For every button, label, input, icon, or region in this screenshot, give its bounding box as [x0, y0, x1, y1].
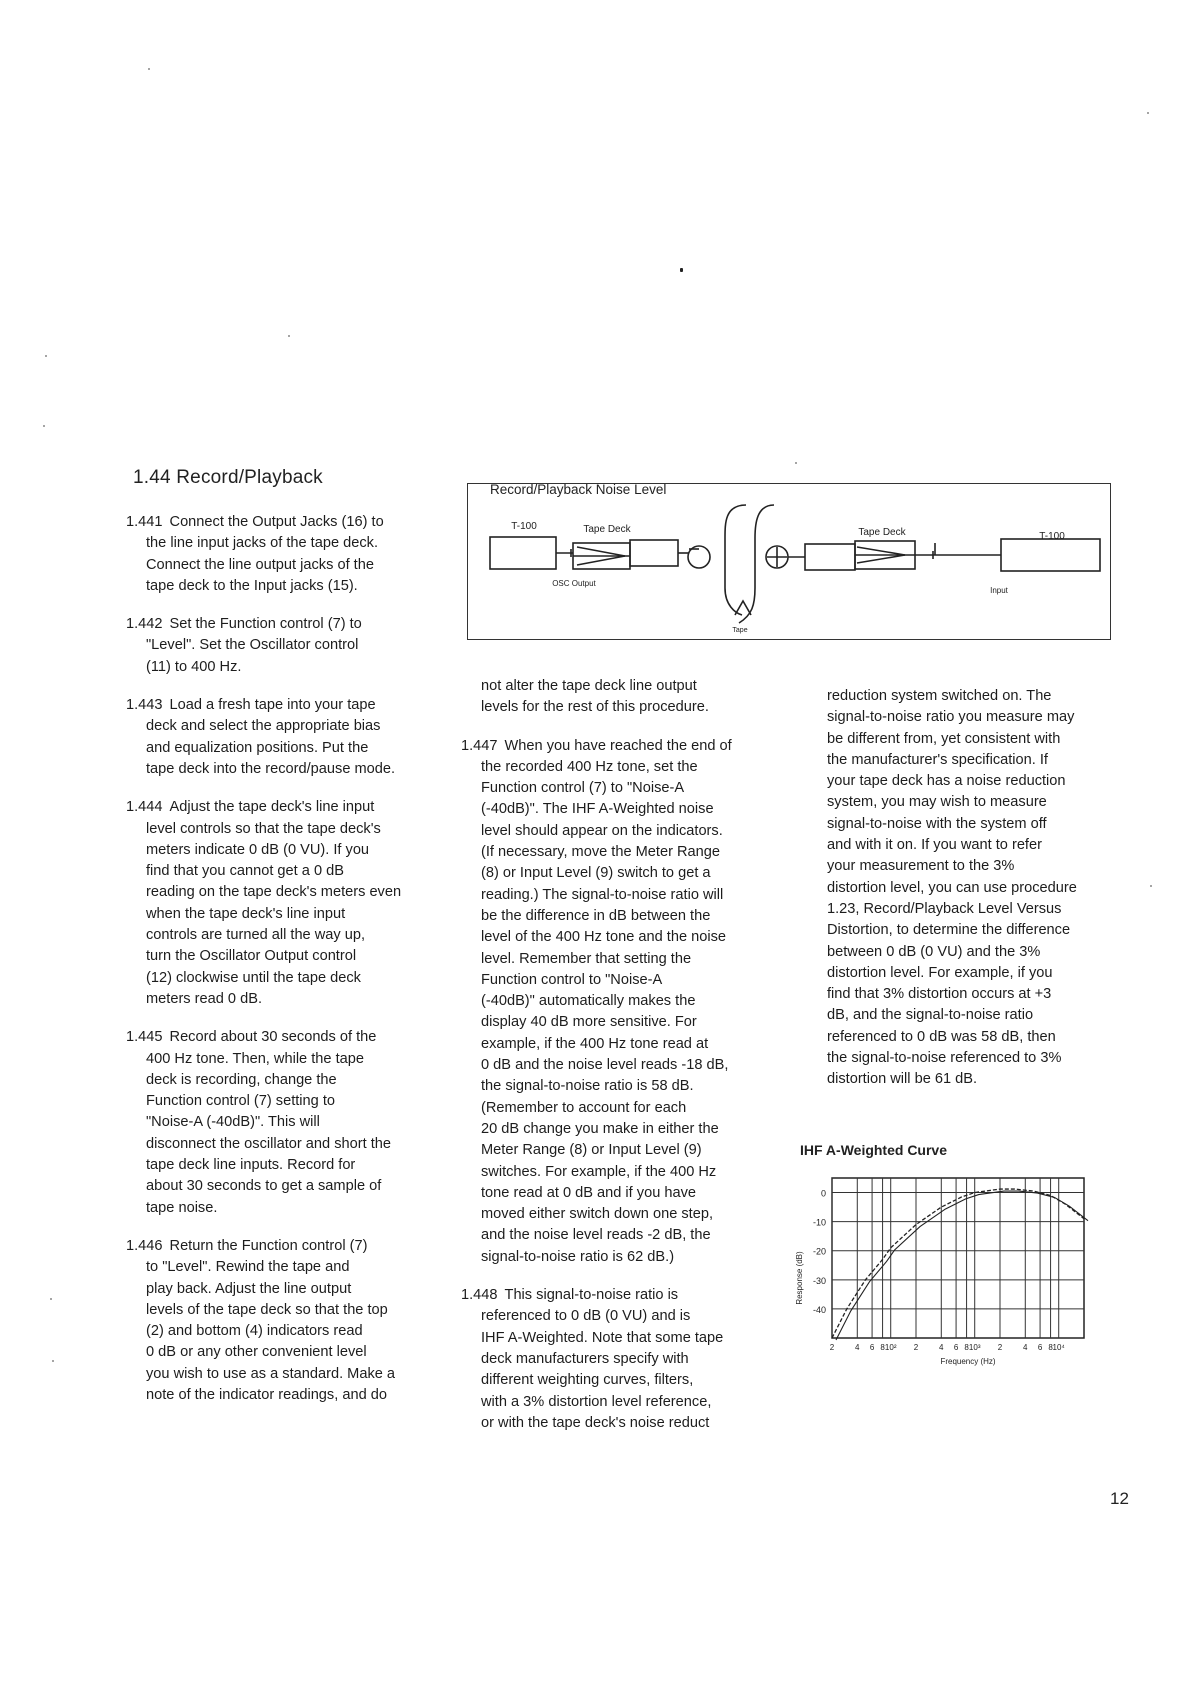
paragraph-line: Function control (7) to "Noise-A [481, 780, 685, 797]
y-tick-label: -20 [812, 1246, 826, 1257]
y-tick-label: -30 [812, 1275, 826, 1286]
paragraph-1-444 [126, 797, 436, 1010]
paragraph-text: This signal-to-noise ratio is [504, 1287, 679, 1304]
scan-speck [680, 268, 683, 272]
a-weighted-curve [832, 1189, 1084, 1338]
paragraph-number: 1.441 [126, 514, 163, 530]
scan-speck [288, 335, 290, 337]
paragraph-line: tone read at 0 dB and if you have [481, 1184, 697, 1201]
paragraph-line: be different from, yet consistent with [827, 730, 1061, 747]
paragraph-line: tape deck to the Input jacks (15). [146, 577, 358, 594]
paragraph-line: dB, and the signal-to-noise ratio [827, 1007, 1034, 1024]
paragraph-line: to "Level". Rewind the tape and [146, 1259, 350, 1276]
paragraph-line: Distortion, to determine the difference [827, 922, 1071, 939]
paragraph-line: Connect the line output jacks of the [146, 556, 374, 573]
paragraph-line: level controls so that the tape deck's [146, 820, 381, 837]
paragraph-text: Return the Function control (7) [169, 1237, 368, 1254]
paragraph-line: reading.) The signal-to-noise ratio will [481, 886, 724, 903]
diagram-title: Record/Playback Noise Level [490, 482, 667, 497]
paragraph-line: 1.23, Record/Playback Level Versus [827, 900, 1062, 917]
x-tick-label: 10³ [968, 1343, 981, 1352]
paragraph-text: Adjust the tape deck's line input [169, 799, 375, 816]
paragraph-line: the signal-to-noise referenced to 3% [827, 1050, 1062, 1067]
paragraph-line: note of the indicator readings, and do [146, 1386, 387, 1403]
paragraph-line: the recorded 400 Hz tone, set the [481, 758, 698, 775]
text-column-2 [461, 676, 773, 1451]
paragraph-line: moved either switch down one step, [481, 1206, 714, 1223]
paragraph-line [126, 1027, 436, 1048]
scan-speck [148, 68, 150, 70]
x-tick-label: 6 [953, 1343, 959, 1352]
paragraph-line: between 0 dB (0 VU) and the 3% [827, 943, 1041, 960]
paragraph-1-448-continued [827, 686, 1117, 1091]
paragraph-line: distortion will be 61 dB. [827, 1071, 978, 1088]
x-tick-label: 8 [1048, 1343, 1053, 1352]
label-tape: Tape [732, 627, 748, 634]
paragraph-number: 1.442 [126, 616, 163, 633]
y-axis-label: Response (dB) [795, 1251, 804, 1305]
scan-speck [43, 425, 45, 427]
paragraph-line: 20 dB change you make in either the [481, 1120, 719, 1137]
paragraph-line: referenced to 0 dB (0 VU) and is [481, 1308, 691, 1325]
paragraph-line: example, if the 400 Hz tone read at [481, 1035, 709, 1052]
x-tick-label: 4 [939, 1343, 944, 1352]
label-tape-deck-left: Tape Deck [583, 524, 631, 535]
paragraph-line: (2) and bottom (4) indicators read [146, 1323, 363, 1340]
paragraph-line: system, you may wish to measure [827, 794, 1047, 811]
paragraph-line: your measurement to the 3% [827, 858, 1015, 875]
paragraph-line [126, 614, 436, 635]
paragraph-line: signal-to-noise ratio is 62 dB.) [481, 1248, 675, 1265]
paragraph-number: 1.446 [126, 1237, 163, 1254]
paragraph-line: "Noise-A (-40dB)". This will [146, 1114, 320, 1131]
paragraph-number: 1.444 [126, 799, 163, 816]
paragraph-line: distortion level. For example, if you [827, 964, 1053, 981]
paragraph-line: the manufacturer's specification. If [827, 751, 1048, 768]
paragraph-1-442 [126, 614, 436, 678]
paragraph-line: (-40dB)" automatically makes the [481, 993, 696, 1010]
paragraph-line: deck and select the appropriate bias [146, 718, 381, 735]
scan-speck [52, 1360, 54, 1362]
paragraph-number: 1.448 [461, 1287, 498, 1304]
paragraph-line: meters indicate 0 dB (0 VU). If you [146, 841, 370, 858]
paragraph-line: find that 3% distortion occurs at +3 [827, 986, 1052, 1003]
paragraph-1-446 [126, 1236, 436, 1406]
paragraph-line: level of the 400 Hz tone and the noise [481, 929, 727, 946]
x-tick-label: 10² [884, 1343, 897, 1352]
paragraph-line: with a 3% distortion level reference, [481, 1393, 712, 1410]
x-tick-label: 6 [869, 1343, 875, 1352]
paragraph-line: levels for the rest of this procedure. [481, 699, 709, 716]
paragraph-line: turn the Oscillator Output control [146, 948, 357, 965]
paragraph-line: deck manufacturers specify with [481, 1350, 689, 1367]
text-column-1 [126, 512, 436, 1423]
paragraph-line: you wish to use as a standard. Make a [146, 1365, 396, 1382]
paragraph-line: tape deck into the record/pause mode. [146, 760, 396, 777]
paragraph-line [126, 695, 436, 716]
x-tick-label: 8 [880, 1343, 885, 1352]
label-input: Input [990, 586, 1008, 595]
paragraph-line: disconnect the oscillator and short the [146, 1135, 391, 1152]
paragraph-line: and the noise level reads -2 dB, the [481, 1227, 711, 1244]
paragraph-line: 0 dB or any other convenient level [146, 1344, 367, 1361]
paragraph-line: when the tape deck's line input [146, 905, 346, 922]
scan-speck [45, 355, 47, 357]
y-tick-label: -40 [812, 1304, 826, 1315]
connection-diagram [467, 483, 1111, 640]
paragraph-line: (11) to 400 Hz. [146, 658, 242, 675]
paragraph-line: switches. For example, if the 400 Hz [481, 1163, 717, 1180]
label-t100-right: T-100 [1039, 531, 1065, 542]
paragraph-line [126, 512, 436, 533]
paragraph-line: tape deck line inputs. Record for [146, 1157, 356, 1174]
paragraph-line: not alter the tape deck line output [481, 678, 697, 694]
paragraph-line: reading on the tape deck's meters even [146, 884, 402, 901]
text-column-3 [827, 686, 1117, 1108]
x-tick-label: 4 [855, 1343, 860, 1352]
x-tick-label: 4 [1023, 1343, 1028, 1352]
paragraph-1-445 [126, 1027, 436, 1219]
x-tick-label: 10⁴ [1052, 1343, 1065, 1352]
paragraph-line: your tape deck has a noise reduction [827, 773, 1066, 790]
paragraph-line: different weighting curves, filters, [481, 1372, 694, 1389]
paragraph-line: 0 dB and the noise level reads -18 dB, [481, 1057, 729, 1074]
ihf-a-weighted-chart [790, 1170, 1120, 1390]
paragraph-line: Function control to "Noise-A [481, 971, 663, 988]
paragraph-line: or with the tape deck's noise reduct [481, 1414, 710, 1431]
section-title: 1.44 Record/Playback [133, 467, 323, 488]
page-number: 12 [1110, 1489, 1129, 1508]
paragraph-text: Load a fresh tape into your tape [169, 697, 376, 714]
paragraph-line: signal-to-noise with the system off [827, 815, 1047, 832]
paragraph-number: 1.447 [461, 737, 498, 754]
paragraph-text: Record about 30 seconds of the [169, 1029, 377, 1046]
scan-speck [50, 1298, 52, 1300]
x-tick-label: 2 [913, 1343, 919, 1352]
y-tick-label: 0 [820, 1188, 826, 1199]
paragraph-line: "Level". Set the Oscillator control [146, 637, 359, 654]
x-axis-label: Frequency (Hz) [940, 1357, 996, 1366]
paragraph-line: IHF A-Weighted. Note that some tape [481, 1329, 724, 1346]
paragraph-line [126, 1236, 436, 1257]
x-tick-label: 2 [997, 1343, 1003, 1352]
x-tick-label: 6 [1037, 1343, 1043, 1352]
paragraph-line [461, 736, 773, 757]
paragraph-line: play back. Adjust the line output [146, 1280, 352, 1297]
paragraph-text: Set the Function control (7) to [169, 616, 362, 633]
paragraph-line: referenced to 0 dB was 58 dB, then [827, 1028, 1056, 1045]
chart-frame [832, 1178, 1084, 1338]
paragraph-line: Meter Range (8) or Input Level (9) [481, 1142, 702, 1159]
label-tape-deck-right: Tape Deck [858, 527, 906, 538]
t100-right-box [1001, 539, 1100, 571]
paragraph-line: and equalization positions. Put the [146, 739, 369, 756]
paragraph-line: distortion level, you can use procedure [827, 879, 1077, 896]
chart-title: IHF A-Weighted Curve [800, 1142, 948, 1158]
paragraph-line: 400 Hz tone. Then, while the tape [146, 1050, 364, 1067]
paragraph-line: (8) or Input Level (9) switch to get a [481, 865, 711, 882]
paragraph-line: level. Remember that setting the [481, 950, 692, 967]
y-tick-label: -10 [812, 1217, 826, 1228]
paragraph-text: When you have reached the end of [504, 737, 732, 754]
paragraph-line: find that you cannot get a 0 dB [146, 863, 344, 880]
x-tick-label: 2 [829, 1343, 835, 1352]
x-tick-label: 8 [964, 1343, 969, 1352]
paragraph-line [461, 1285, 773, 1306]
paragraph-line: tape noise. [146, 1199, 218, 1216]
paragraph-text: Connect the Output Jacks (16) to [169, 514, 384, 530]
paragraph-line: the line input jacks of the tape deck. [146, 535, 379, 552]
paragraph-number: 1.445 [126, 1029, 163, 1046]
paragraph-line: reduction system switched on. The [827, 688, 1052, 704]
paragraph-line: levels of the tape deck so that the top [146, 1301, 388, 1318]
scan-speck [1150, 885, 1152, 887]
label-t100-left: T-100 [511, 521, 537, 532]
paragraph-line: level should appear on the indicators. [481, 822, 723, 839]
paragraph-line: (Remember to account for each [481, 1099, 687, 1116]
paragraph-1-441 [126, 512, 436, 597]
scan-speck [795, 462, 797, 464]
paragraph-1-446-continued [461, 676, 773, 719]
paragraph-line: (-40dB)". The IHF A-Weighted noise [481, 801, 714, 818]
scan-speck [1147, 112, 1149, 114]
paragraph-line: (If necessary, move the Meter Range [481, 844, 721, 861]
paragraph-line: be the difference in dB between the [481, 907, 711, 924]
label-osc-output: OSC Output [552, 579, 596, 588]
paragraph-1-447 [461, 736, 773, 1268]
t100-left-box [490, 537, 556, 569]
paragraph-line [126, 797, 436, 818]
paragraph-line: deck is recording, change the [146, 1071, 337, 1088]
paragraph-1-448 [461, 1285, 773, 1434]
tape-path-left [725, 505, 746, 615]
paragraph-line: and with it on. If you want to refer [827, 837, 1042, 854]
paragraph-line: about 30 seconds to get a sample of [146, 1178, 382, 1195]
paragraph-line: the signal-to-noise ratio is 58 dB. [481, 1078, 694, 1095]
paragraph-line: controls are turned all the way up, [146, 927, 366, 944]
paragraph-line: meters read 0 dB. [146, 990, 262, 1007]
paragraph-line: (12) clockwise until the tape deck [146, 969, 361, 986]
paragraph-1-443 [126, 695, 436, 780]
paragraph-number: 1.443 [126, 697, 163, 714]
paragraph-line: display 40 dB more sensitive. For [481, 1014, 697, 1031]
paragraph-line: Function control (7) setting to [146, 1093, 335, 1110]
paragraph-line: signal-to-noise ratio you measure may [827, 709, 1075, 726]
